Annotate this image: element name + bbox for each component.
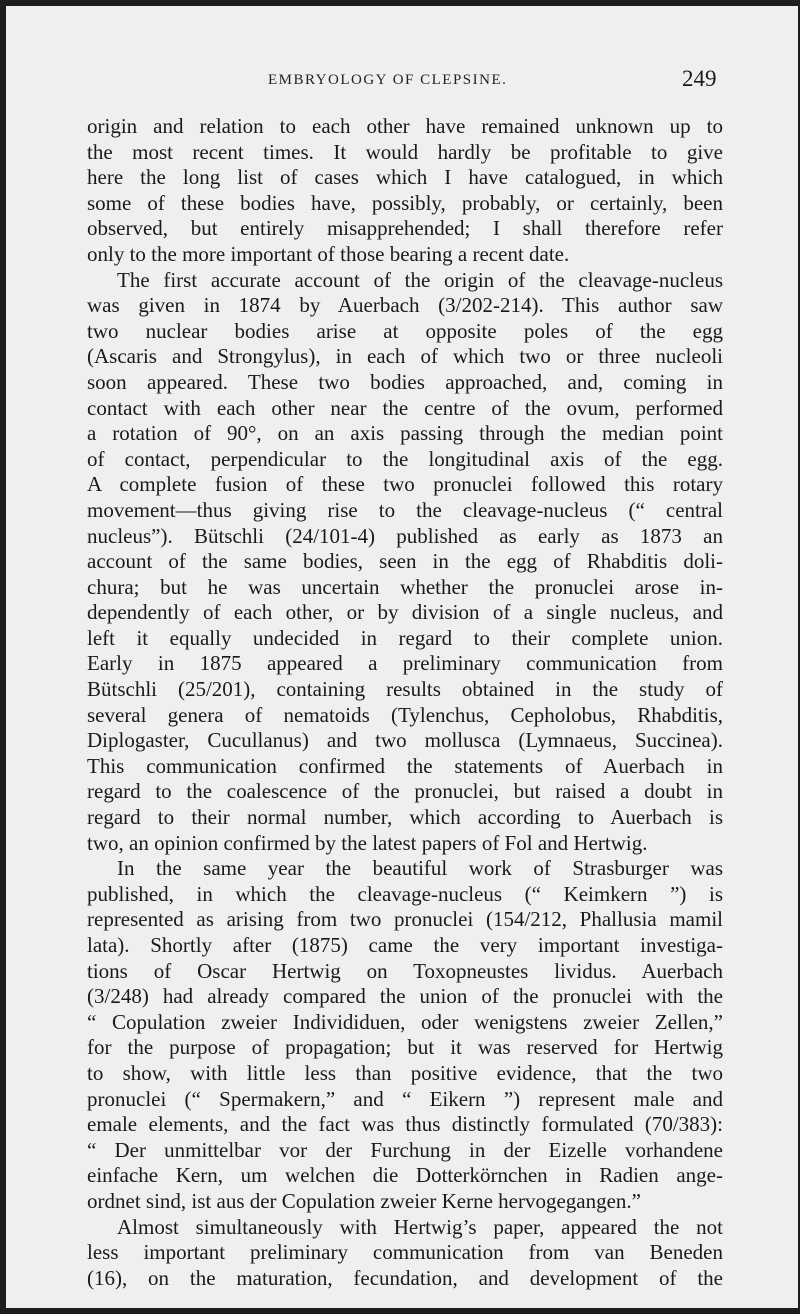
text-line: was given in 1874 by Auerbach (3/202-214). This author saw bbox=[87, 293, 723, 318]
text-line: the most recent times. It would hardly be profitable to give bbox=[87, 139, 723, 164]
text-line: “ Copulation zweier Individiduen, oder wenigstens zweier Zellen,” bbox=[87, 1009, 723, 1034]
text-line: A complete fusion of these two pronuclei followed this rotary bbox=[87, 472, 723, 497]
text-line: This communication confirmed the statements of Auerbach in bbox=[87, 753, 723, 778]
text-line: tions of Oscar Hertwig on Toxopneustes lividus. Auerbach bbox=[87, 958, 723, 983]
text-line: a rotation of 90°, on an axis passing through the median point bbox=[87, 421, 723, 446]
text-line: several genera of nematoids (Tylenchus, Cepholobus, Rhabditis, bbox=[87, 702, 723, 727]
text-line: regard to the coalescence of the pronuclei, but raised a doubt in bbox=[87, 779, 723, 804]
text-line: movement—thus giving rise to the cleavage-nucleus (“ central bbox=[87, 497, 723, 522]
text-line: represented as arising from two pronuclei (154/212, Phallusia mamil bbox=[87, 907, 723, 932]
text-line: of contact, perpendicular to the longitudinal axis of the egg. bbox=[87, 446, 723, 471]
text-line: two, an opinion confirmed by the latest papers of Fol and Hertwig. bbox=[87, 830, 648, 855]
text-line: dependently of each other, or by division of a single nucleus, and bbox=[87, 600, 723, 625]
page-header bbox=[6, 66, 798, 94]
text-line: nucleus”). Bütschli (24/101-4) published as early as 1873 an bbox=[87, 523, 723, 548]
text-line: account of the same bodies, seen in the egg of Rhabditis doli- bbox=[87, 549, 723, 574]
text-line: (3/248) had already compared the union of the pronuclei with the bbox=[87, 984, 723, 1009]
text-line: contact with each other near the centre of the ovum, performed bbox=[87, 395, 723, 420]
text-line: Early in 1875 appeared a preliminary communication from bbox=[87, 651, 723, 676]
text-line: einfache Kern, um welchen die Dotterkörnchen in Radien ange- bbox=[87, 1163, 723, 1188]
paragraph-first-line: The first accurate account of the origin of the cleavage-nucleus bbox=[117, 267, 723, 292]
text-line: (16), on the maturation, fecundation, and development of the bbox=[87, 1265, 723, 1290]
text-line: chura; but he was uncertain whether the pronuclei arose in- bbox=[87, 574, 723, 599]
text-line: only to the more important of those bearing a recent date. bbox=[87, 241, 570, 266]
text-line: (Ascaris and Strongylus), in each of which two or three nucleoli bbox=[87, 344, 723, 369]
text-line: Diplogaster, Cucullanus) and two mollusca (Lymnaeus, Succinea). bbox=[87, 728, 723, 753]
paragraph-first-line: In the same year the beautiful work of Strasburger was bbox=[117, 856, 723, 881]
text-line: less important preliminary communication from van Beneden bbox=[87, 1240, 723, 1265]
text-line: here the long list of cases which I have catalogued, in which bbox=[87, 165, 723, 190]
text-line: Bütschli (25/201), containing results obtained in the study of bbox=[87, 677, 723, 702]
paragraph-first-line: Almost simultaneously with Hertwig’s paper, appeared the not bbox=[117, 1214, 723, 1239]
text-line: ordnet sind, ist aus der Copulation zweier Kerne hervogegangen.” bbox=[87, 1188, 641, 1213]
text-line: observed, but entirely misapprehended; I shall therefore refer bbox=[87, 216, 723, 241]
text-line: origin and relation to each other have remained unknown up to bbox=[87, 114, 723, 138]
text-line: published, in which the cleavage-nucleus (“ Keimkern ”) is bbox=[87, 881, 723, 906]
body-text bbox=[87, 114, 723, 1291]
text-line: for the purpose of propagation; but it was reserved for Hertwig bbox=[87, 1035, 723, 1060]
text-line: lata). Shortly after (1875) came the very important investiga- bbox=[87, 933, 723, 957]
text-line: pronuclei (“ Spermakern,” and “ Eikern ”) represent male and bbox=[87, 1086, 723, 1111]
text-line: regard to their normal number, which according to Auerbach is bbox=[87, 805, 723, 830]
book-page bbox=[6, 6, 798, 1308]
text-line: two nuclear bodies arise at opposite poles of the egg bbox=[87, 318, 723, 343]
text-line: some of these bodies have, possibly, probably, or certainly, been bbox=[87, 190, 723, 215]
page-number: 249 bbox=[682, 66, 717, 91]
text-line: “ Der unmittelbar vor der Furchung in der Eizelle vorhandene bbox=[87, 1137, 723, 1162]
text-line: soon appeared. These two bodies approached, and, coming in bbox=[87, 369, 723, 394]
text-line: left it equally undecided in regard to their complete union. bbox=[87, 625, 723, 650]
text-line: emale elements, and the fact was thus distinctly formulated (70/383): bbox=[87, 1112, 723, 1137]
text-line: to show, with little less than positive evidence, that the two bbox=[87, 1060, 723, 1085]
running-title: EMBRYOLOGY OF CLEPSINE. bbox=[268, 72, 508, 88]
